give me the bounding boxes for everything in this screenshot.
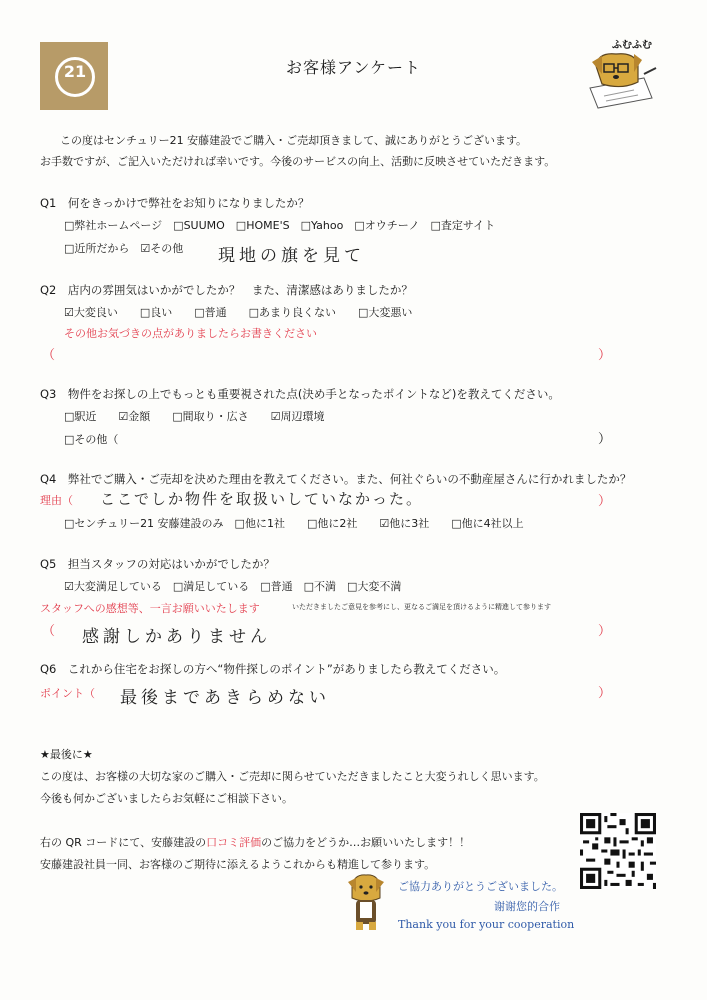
q1-answer[interactable]: 現地の旗を見て [218, 246, 365, 266]
q2-paren-close: ） [598, 348, 612, 363]
q2-options[interactable]: ☑大変良い □良い □普通 □あまり良くない □大変悪い [64, 306, 413, 319]
q5-answer[interactable]: 感謝しかありません [82, 627, 271, 647]
q3-other[interactable]: □その他（ [64, 433, 119, 446]
closing-qr-line [40, 834, 470, 850]
closing-qr-highlight: 口コミ評価 [206, 836, 262, 849]
thanks-japanese: ご協力ありがとうございました。 [398, 880, 563, 893]
q1-options-row1[interactable]: □弊社ホームページ □SUUMO □HOME'S □Yahoo □オウチーノ □査定サイト [64, 219, 496, 232]
q5-paren-open: （ [42, 624, 56, 639]
q3-label: Q3 物件をお探しの上でもっとも重要視された点(決め手となったポイントなど)を教えてください。 [40, 387, 560, 401]
q6-point-label: ポイント（ [40, 687, 95, 700]
q4-options[interactable]: □センチュリー21 安藤建設のみ □他に1社 □他に2社 ☑他に3社 □他に4社以上 [64, 517, 524, 530]
page-title: お客様アンケート [285, 58, 422, 77]
q5-paren-close: ） [598, 624, 612, 639]
intro-line-2: お手数ですが、ご記入いただければ幸いです。今後のサービスの向上、活動に反映させていただきます。 [40, 155, 556, 168]
intro-line-1: この度はセンチュリー21 安藤建設でご購入・ご売却頂きまして、誠にありがとうございます。 [60, 134, 528, 147]
closing-line-1: この度は、お客様の大切な家のご購入・ご売却に関らせていただきましたこと大変うれしく思います。 [40, 770, 545, 783]
q1-options-row2[interactable]: □近所だから ☑その他 [64, 242, 184, 255]
q5-note: いただきましたご意見を参考にし、更なるご満足を頂けるように精進して参ります [292, 603, 551, 611]
q2-paren-open: （ [42, 348, 56, 363]
q6-label: Q6 これから住宅をお探しの方へ“物件探しのポイント”がありましたら教えてください。 [40, 662, 506, 676]
closing-qr-post: のご協力をどうか…お願いいたします！！ [261, 836, 471, 849]
q4-answer[interactable]: ここでしか物件を取扱いしていなかった。 [100, 490, 424, 508]
closing-qr-pre: 右の QR コードにて、安藤建設の [40, 836, 207, 849]
q4-label: Q4 弊社でご購入・ご売却を決めた理由を教えてください。また、何社ぐらいの不動産屋さんに行かれましたか？ [40, 472, 632, 486]
q3-paren-close: ） [598, 432, 612, 447]
closing-line-2: 今後も何かございましたらお気軽にご相談下さい。 [40, 792, 293, 805]
thanks-chinese: 谢谢您的合作 [494, 900, 560, 913]
closing-line-4: 安藤建設社員一同、お客様のご期待に添えるようこれからも精進して参ります。 [40, 858, 436, 871]
q2-prompt: その他お気づきの点がありましたらお書きください [64, 327, 317, 340]
q5-label: Q5 担当スタッフの対応はいかがでしたか？ [40, 557, 275, 571]
q3-options[interactable]: □駅近 ☑金額 □間取り・広さ ☑周辺環境 [64, 410, 325, 423]
thanks-english: Thank you for your cooperation [398, 918, 575, 931]
qr-code[interactable] [580, 813, 656, 889]
q1-label: Q1 何をきっかけで弊社をお知りになりましたか？ [40, 196, 310, 210]
q6-answer[interactable]: 最後まであきらめない [120, 688, 330, 708]
mascot-top-caption: ふむふむ [612, 40, 652, 51]
q4-paren-close: ） [598, 494, 612, 509]
mascot-reading-icon [582, 48, 660, 110]
closing-heading: ★最後に★ [40, 748, 93, 761]
q2-label: Q2 店内の雰囲気はいかがでしたか？ また、清潔感はありましたか？ [40, 283, 413, 297]
logo-number: 21 [63, 62, 87, 81]
q6-paren-close: ） [598, 686, 612, 701]
q5-options[interactable]: ☑大変満足している □満足している □普通 □不満 □大変不満 [64, 580, 402, 593]
mascot-bow-icon [344, 872, 388, 932]
q5-prompt: スタッフへの感想等、一言お願いいたします [40, 602, 260, 615]
q4-reason-label: 理由（ [40, 494, 73, 507]
